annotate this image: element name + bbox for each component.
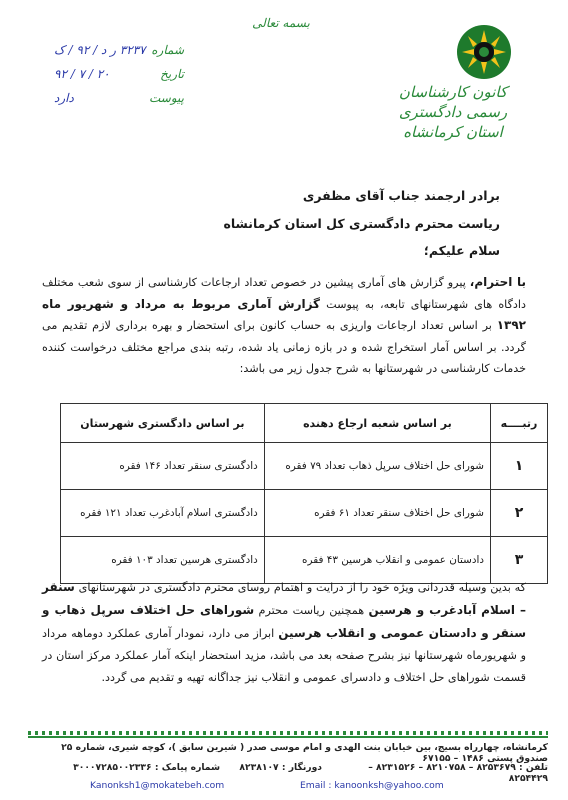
organization-logo-icon bbox=[456, 24, 512, 80]
meta-date-label: تاریخ bbox=[160, 67, 184, 81]
addressee-line-2: ریاست محترم دادگستری کل استان کرمانشاه bbox=[223, 216, 500, 231]
meta-date-value: ۲۰ / ۷ / ۹۲ bbox=[54, 67, 110, 81]
paragraph-2-councils: شوراهای حل اختلاف سرپل ذهاب و سنقر و دادستان عمومی و انقلاب هرسین bbox=[42, 603, 526, 640]
paragraph-2-text-a: که بدین وسیله قدردانی ویژه خود را از درایت و اهتمام روسای محترم دادگستری در شهرستانهای bbox=[74, 581, 526, 594]
meta-attachment bbox=[54, 86, 184, 110]
footer-divider-dots bbox=[28, 731, 548, 735]
paragraph-2-cities: سنقر – اسلام آبادغرب و هرسین bbox=[42, 580, 526, 617]
meta-number-value: ۳۲۳۷ ر د / ۹۲ / ک bbox=[54, 43, 146, 57]
letter-meta bbox=[54, 38, 184, 110]
paragraph-1-text-a: پیرو گزارش های آماری پیشین در خصوص تعداد ارجاعات کارشناسی از سوی شعب مختلف دادگاه های شهرستانهای تابعه، به پیوست bbox=[42, 276, 526, 311]
footer-divider bbox=[28, 736, 548, 738]
header-rank: رتبــــه bbox=[491, 404, 548, 443]
footer-sms: شماره پیامک : ۳۰۰۰۷۲۸۵۰۰۲۳۳۶ bbox=[73, 762, 220, 773]
row-city: دادگستری هرسین تعداد ۱۰۳ فقره bbox=[61, 537, 265, 584]
paragraph-1-text-b: بر اساس تعداد ارجاعات واریزی به حساب کانون برای استحضار و بهره برداری لازم تقدیم می گردد. بر اساس آمار استخراج شده و در بازه زمانی یاد شده، رتبه بندی مراجع مختلف درخواست کننده خدمات کارشناسی در شهرستانها به شرح جدول زیر می باشد: bbox=[42, 319, 526, 375]
addressee-greeting: سلام علیکم؛ bbox=[423, 243, 500, 258]
footer-fax: دورنگار : ۸۲۳۸۱۰۷ bbox=[239, 762, 322, 773]
organization-name-line1: کانون کارشناسان رسمی دادگستری bbox=[398, 83, 508, 121]
bismillah-heading: بسمه تعالی bbox=[252, 16, 310, 30]
row-branch: دادستان عمومی و انقلاب هرسین ۴۳ فقره bbox=[264, 537, 490, 584]
row-branch: شورای حل اختلاف سنقر تعداد ۶۱ فقره bbox=[264, 490, 490, 537]
table-header-row bbox=[61, 404, 548, 443]
organization-name bbox=[388, 82, 518, 142]
meta-date bbox=[54, 62, 184, 86]
meta-number-label: شماره bbox=[151, 43, 184, 57]
body-paragraph-1 bbox=[42, 272, 526, 380]
row-city: دادگستری اسلام آبادغرب تعداد ۱۲۱ فقره bbox=[61, 490, 265, 537]
row-branch: شورای حل اختلاف سرپل ذهاب تعداد ۷۹ فقره bbox=[264, 443, 490, 490]
row-rank: ۲ bbox=[491, 490, 548, 537]
meta-number bbox=[54, 38, 184, 62]
paragraph-2-text-b: همچنین ریاست محترم bbox=[254, 604, 369, 617]
body-paragraph-2 bbox=[42, 576, 526, 689]
meta-attachment-value: دارد bbox=[54, 91, 74, 105]
table-row bbox=[61, 490, 548, 537]
footer-address: کرمانشاه، چهارراه بسیج، بین خیابان بنت الهدی و امام موسی صدر ( شیرین سابق )، کوچه شیری، شماره ۲۵ صندوق پستی ۱۴۸۶ – ۶۷۱۵۵ bbox=[61, 742, 548, 764]
row-rank: ۱ bbox=[491, 443, 548, 490]
header-city: بر اساس دادگستری شهرستان bbox=[61, 404, 265, 443]
footer-web: Kanonksh1@mokatebeh.com bbox=[90, 780, 225, 791]
paragraph-1-opening: با احترام، bbox=[469, 275, 526, 289]
table-row bbox=[61, 443, 548, 490]
paragraph-1-highlight: گزارش آماری مربوط به مرداد و شهریور ماه ۱۳۹۲ bbox=[42, 296, 526, 332]
header-branch: بر اساس شعبه ارجاع دهنده bbox=[264, 404, 490, 443]
paragraph-2-text-c: ابراز می دارد، نمودار آماری عملکرد دوماهه مرداد و شهریورماه شهرستانها نیز بشرح صفحه بعد می باشد، مزید استحضار اینکه آمار عملکرد مرکز استان در قسمت شوراهای حل اختلاف و دادسرای عمومی و انقلاب نیز جداگانه تهیه و تقدیم می گردد. bbox=[42, 627, 526, 684]
organization-name-line2: استان کرمانشاه bbox=[403, 123, 503, 141]
footer-phone: تلفن : ۸۲۵۳۶۷۹ – ۸۲۱۰۷۵۸ – ۸۲۳۱۵۲۶ – ۸۲۵۴۴۲۹ bbox=[368, 762, 548, 784]
addressee-line-1: برادر ارجمند جناب آقای مظفری bbox=[302, 188, 500, 203]
row-city: دادگستری سنقر تعداد ۱۴۶ فقره bbox=[61, 443, 265, 490]
meta-attachment-label: پیوست bbox=[149, 91, 184, 105]
row-rank: ۳ bbox=[491, 537, 548, 584]
ranking-table bbox=[60, 403, 548, 584]
footer-email: Email : kanoonksh@yahoo.com bbox=[300, 780, 444, 791]
